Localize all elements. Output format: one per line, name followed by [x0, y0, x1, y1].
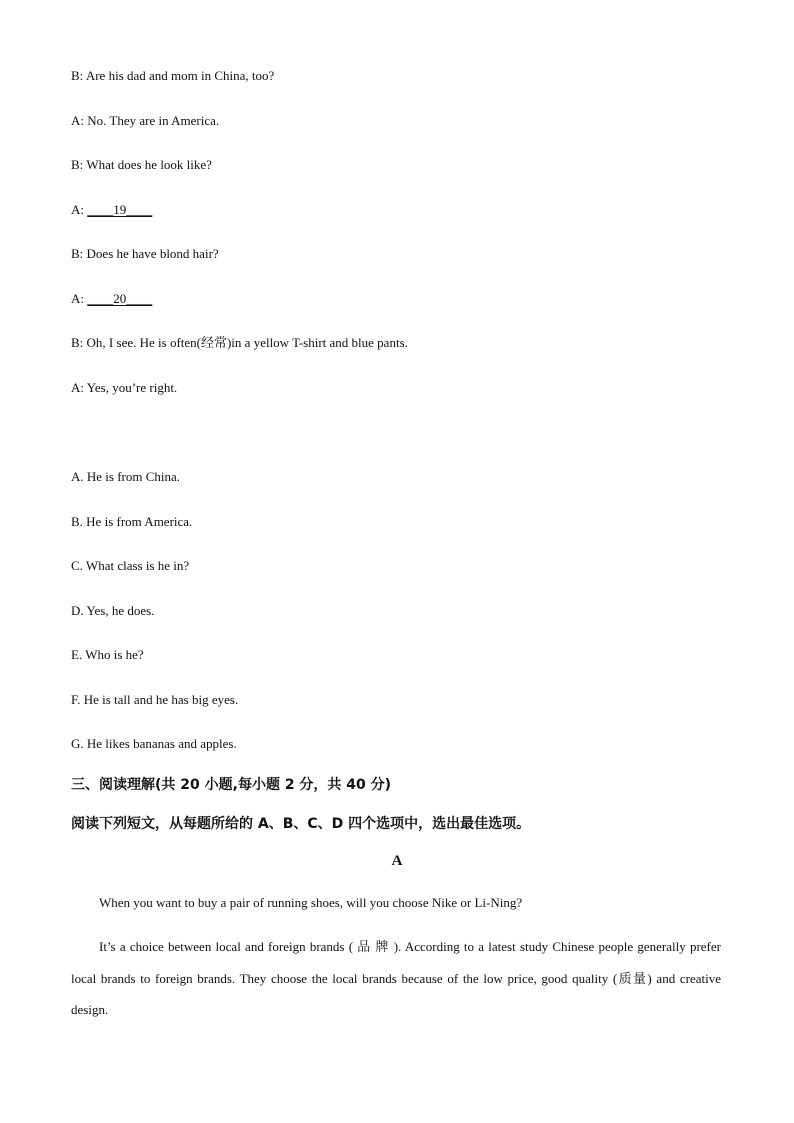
speaker-label: B: [71, 335, 84, 350]
answer-blank-20: ____20____ [87, 291, 153, 306]
section-instruction: 阅读下列短文，从每题所给的 A、B、C、D 四个选项中，选出最佳选项。 [71, 816, 531, 832]
dialogue-text: No. They are in America. [87, 113, 220, 128]
option-item: B. He is from America. [71, 514, 193, 529]
speaker-label: A: [71, 113, 84, 128]
speaker-label: A: [71, 202, 84, 217]
passage-paragraph: It’s a choice between local and foreign brands ( 品 牌 ). According to a latest study Chinese people generally prefer local brands to foreign brands. They choose the local brands because of the low price, good quality (质量) and creative design. [71, 939, 721, 1017]
dialogue-line [71, 113, 219, 129]
dialogue-line [71, 291, 152, 307]
answer-blank-19: ____19____ [87, 202, 153, 217]
dialogue-text: Are his dad and mom in China, too? [85, 68, 275, 83]
dialogue-text: Does he have blond hair? [86, 246, 219, 261]
dialogue-text: Yes, you’re right. [86, 380, 178, 395]
dialogue-line [71, 202, 152, 218]
dialogue-line [71, 68, 274, 84]
option-item: C. What class is he in? [71, 558, 190, 573]
speaker-label: A: [71, 291, 84, 306]
section-heading: 三、阅读理解(共 20 小题,每小题 2 分，共 40 分) [71, 777, 392, 793]
passage-paragraph: When you want to buy a pair of running shoes, will you choose Nike or Li-Ning? [99, 895, 523, 910]
option-item: F. He is tall and he has big eyes. [71, 692, 239, 707]
speaker-label: B: [71, 68, 84, 83]
dialogue-line [71, 246, 219, 262]
dialogue-line [71, 380, 177, 396]
speaker-label: B: [71, 157, 84, 172]
option-item: A. He is from China. [71, 469, 181, 484]
dialogue-text: What does he look like? [86, 157, 212, 172]
option-item: G. He likes bananas and apples. [71, 736, 237, 751]
dialogue-text: Oh, I see. He is often(经常)in a yellow T-shirt and blue pants. [86, 335, 408, 350]
dialogue-line [71, 335, 408, 351]
speaker-label: A: [71, 380, 84, 395]
passage-title: A [391, 853, 403, 869]
dialogue-line [71, 157, 212, 173]
option-item: E. Who is he? [71, 647, 144, 662]
option-item: D. Yes, he does. [71, 603, 155, 618]
speaker-label: B: [71, 246, 84, 261]
